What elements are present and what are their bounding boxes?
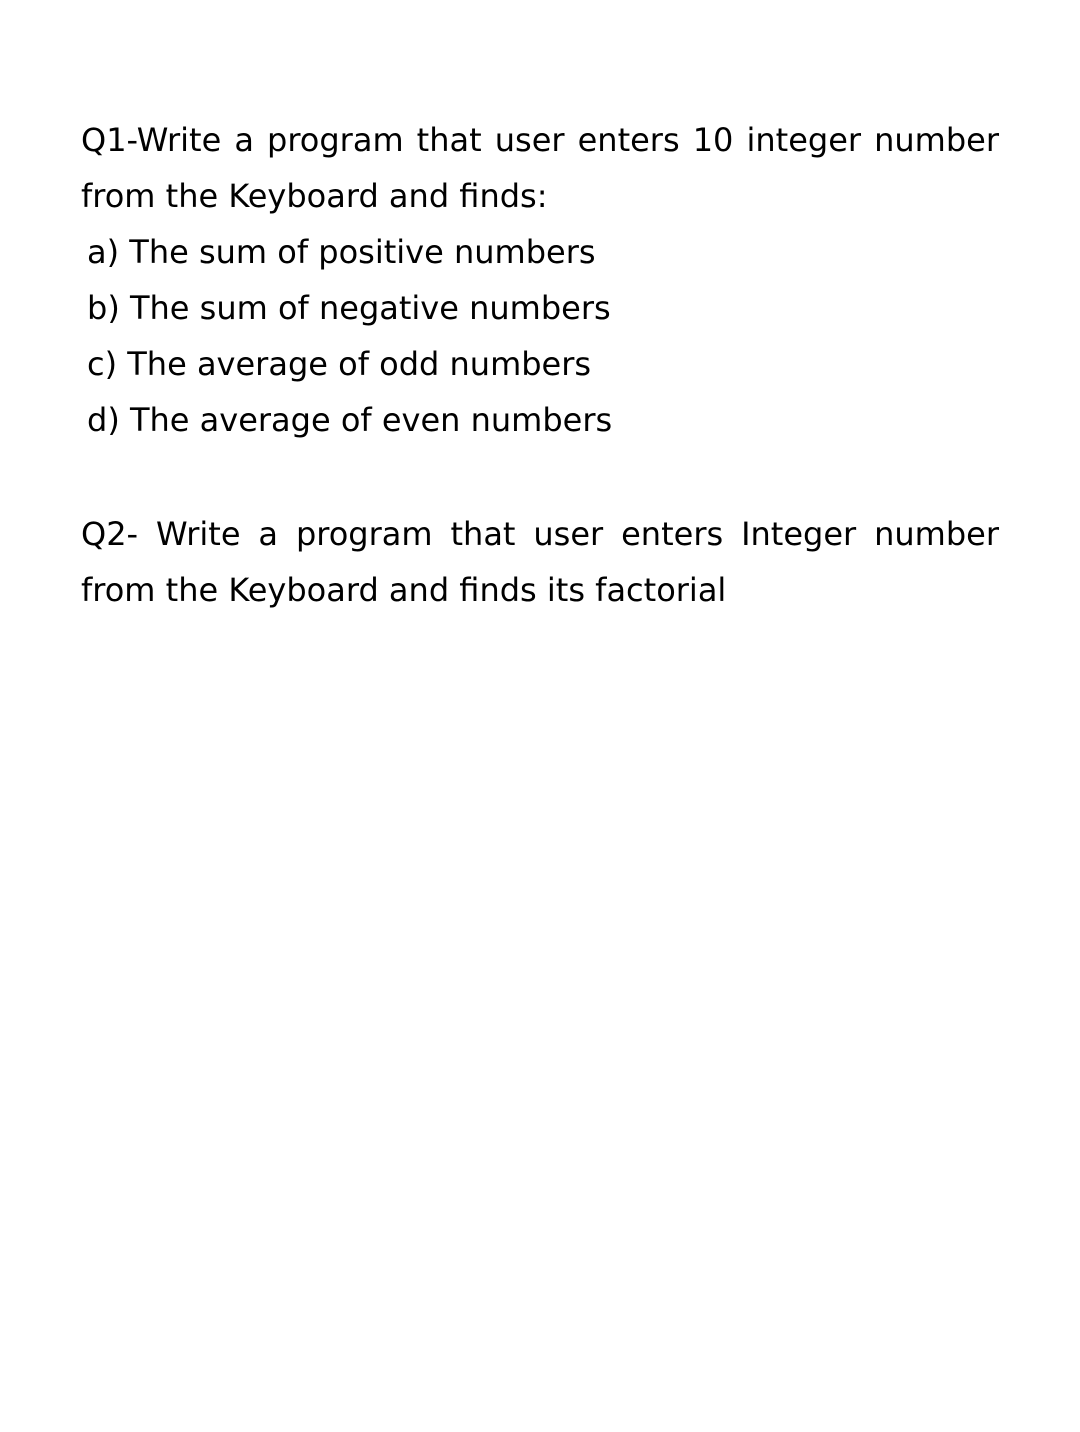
question-1-subitems <box>81 224 999 448</box>
subitem-c: c) The average of odd numbers <box>87 345 592 383</box>
question-1 <box>81 112 999 448</box>
subitem-a: a) The sum of positive numbers <box>87 233 596 271</box>
question-2-prompt: Q2- Write a program that user enters Integer number from the Keyboard and finds its factorial <box>81 515 999 609</box>
subitem-d: d) The average of even numbers <box>87 401 613 439</box>
question-2 <box>81 506 999 618</box>
subitem-b: b) The sum of negative numbers <box>87 289 611 327</box>
question-1-prompt: Q1-Write a program that user enters 10 integer number from the Keyboard and finds: <box>81 121 999 215</box>
